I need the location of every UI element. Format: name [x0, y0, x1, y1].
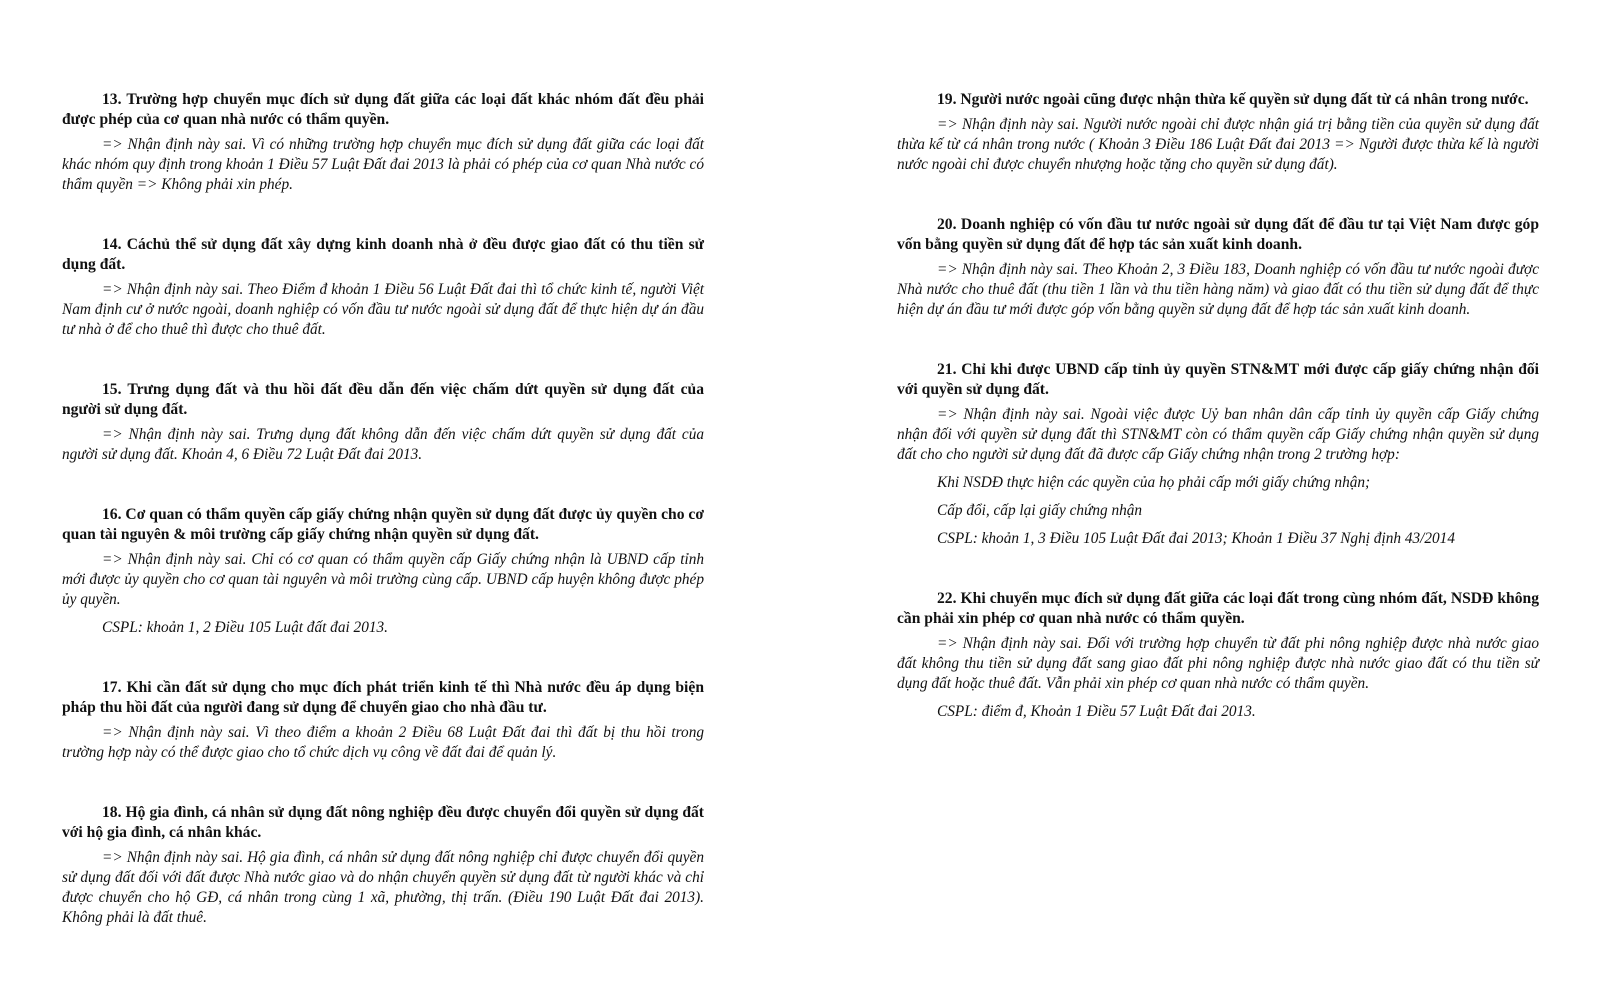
answer-13: => Nhận định này sai. Vì có những trường hợp chuyển mục đích sử dụng đất giữa các loại đất khác nhóm quy định trong khoản 1 Điều 57 Luật Đất đai 2013 là phải có phép của cơ quan Nhà nước có thẩm quyền => Không phải xin phép.: [62, 136, 704, 193]
answer-20: => Nhận định này sai. Theo Khoản 2, 3 Điều 183, Doanh nghiệp có vốn đầu tư nước ngoài được Nhà nước cho thuê đất (thu tiền 1 lần và thu tiền hàng năm) và giao đất có thu tiền sử dụng đất để thực hiện dự án đầu tư mới được góp vốn bằng quyền sử dụng đất để hợp tác sản xuất kinh doanh.: [897, 261, 1539, 318]
question-15: 15. Trưng dụng đất và thu hồi đất đều dẫn đến việc chấm dứt quyền sử dụng đất của người sử dụng đất.: [62, 381, 704, 418]
item-20: [897, 215, 1539, 320]
item-19: [897, 90, 1539, 175]
answer-17: => Nhận định này sai. Vì theo điểm a khoản 2 Điều 68 Luật Đất đai thì đất bị thu hồi trong trường hợp này có thể được giao cho tổ chức dịch vụ công về đất đai để quản lý.: [62, 724, 704, 761]
question-22: 22. Khi chuyển mục đích sử dụng đất giữa các loại đất trong cùng nhóm đất, NSDĐ không cần phải xin phép cơ quan nhà nước có thẩm quyền.: [897, 590, 1539, 627]
right-column: [897, 90, 1539, 722]
item-18: [62, 803, 704, 928]
legal-basis-22: CSPL: điểm đ, Khoản 1 Điều 57 Luật Đất đai 2013.: [937, 703, 1256, 720]
answer-21: => Nhận định này sai. Ngoài việc được Uỷ ban nhân dân cấp tỉnh ủy quyền cấp Giấy chứng nhận đối với quyền sử dụng đất thì STN&MT còn có thẩm quyền cấp Giấy chứng nhận quyền sử dụng đất cho cho người sử dụng đất đã được cấp Giấy chứng nhận trong 2 trường hợp:: [897, 406, 1539, 463]
item-21: [897, 360, 1539, 549]
question-20: 20. Doanh nghiệp có vốn đầu tư nước ngoài sử dụng đất để đầu tư tại Việt Nam được góp vốn bằng quyền sử dụng đất để hợp tác sản xuất kinh doanh.: [897, 216, 1539, 253]
question-16: 16. Cơ quan có thẩm quyền cấp giấy chứng nhận quyền sử dụng đất được ủy quyền cho cơ quan tài nguyên & môi trường cấp giấy chứng nhận quyền sử dụng đất.: [62, 506, 704, 543]
item-16: [62, 505, 704, 638]
question-21: 21. Chỉ khi được UBND cấp tỉnh ủy quyền STN&MT mới được cấp giấy chứng nhận đối với quyền sử dụng đất.: [897, 361, 1539, 398]
case-2-21: Cấp đổi, cấp lại giấy chứng nhận: [937, 502, 1143, 519]
question-14: 14. Cáchủ thể sử dụng đất xây dựng kinh doanh nhà ở đều được giao đất có thu tiền sử dụng đất.: [62, 236, 704, 273]
item-15: [62, 380, 704, 465]
item-14: [62, 235, 704, 340]
left-column: [62, 90, 704, 928]
question-17: 17. Khi cần đất sử dụng cho mục đích phát triển kinh tế thì Nhà nước đều áp dụng biện pháp thu hồi đất của người đang sử dụng để chuyển giao cho nhà đầu tư.: [62, 679, 704, 716]
question-19: 19. Người nước ngoài cũng được nhận thừa kế quyền sử dụng đất từ cá nhân trong nước.: [937, 91, 1529, 108]
legal-basis-16: CSPL: khoản 1, 2 Điều 105 Luật đất đai 2013.: [102, 619, 388, 636]
item-13: [62, 90, 704, 195]
item-22: [897, 589, 1539, 722]
legal-basis-21: CSPL: khoản 1, 3 Điều 105 Luật Đất đai 2013; Khoản 1 Điều 37 Nghị định 43/2014: [937, 530, 1455, 547]
answer-14: => Nhận định này sai. Theo Điểm đ khoản 1 Điều 56 Luật Đất đai thì tổ chức kinh tế, người Việt Nam định cư ở nước ngoài, doanh nghiệp có vốn đầu tư nước ngoài sử dụng đất để thực hiện dự án đầu tư nhà ở để cho thuê thì được cho thuê đất.: [62, 281, 704, 338]
answer-18: => Nhận định này sai. Hộ gia đình, cá nhân sử dụng đất nông nghiệp chỉ được chuyển đổi quyền sử dụng đất đối với đất được Nhà nước giao và do nhận chuyển quyền sử dụng đất từ người khác và chỉ được chuyển cho hộ GĐ, cá nhân trong cùng 1 xã, phường, thị trấn. (Điều 190 Luật Đất đai 2013). Không phải là đất thuê.: [62, 849, 704, 926]
item-17: [62, 678, 704, 763]
answer-19: => Nhận định này sai. Người nước ngoài chỉ được nhận giá trị bằng tiền của quyền sử dụng đất thừa kế từ cá nhân trong nước ( Khoản 3 Điều 186 Luật Đất đai 2013 => Người được thừa kế là người nước ngoài chỉ được chuyển nhượng hoặc tặng cho quyền sử dụng đất).: [897, 116, 1539, 173]
question-18: 18. Hộ gia đình, cá nhân sử dụng đất nông nghiệp đều được chuyển đổi quyền sử dụng đất với hộ gia đình, cá nhân khác.: [62, 804, 704, 841]
answer-15: => Nhận định này sai. Trưng dụng đất không dẫn đến việc chấm dứt quyền sử dụng đất của người sử dụng đất. Khoản 4, 6 Điều 72 Luật Đất đai 2013.: [62, 426, 704, 463]
answer-22: => Nhận định này sai. Đối với trường hợp chuyển từ đất phi nông nghiệp được nhà nước giao đất không thu tiền sử dụng đất sang giao đất phi nông nghiệp được nhà nước giao đất có thu tiền sử dụng đất hoặc thuê đất. Vẫn phải xin phép cơ quan nhà nước có thẩm quyền.: [897, 635, 1539, 692]
question-13: 13. Trường hợp chuyển mục đích sử dụng đất giữa các loại đất khác nhóm đất đều phải được phép của cơ quan nhà nước có thẩm quyền.: [62, 91, 704, 128]
answer-16: => Nhận định này sai. Chỉ có cơ quan có thẩm quyền cấp Giấy chứng nhận là UBND cấp tỉnh mới được ủy quyền cho cơ quan tài nguyên và môi trường cùng cấp. UBND cấp huyện không được phép ủy quyền.: [62, 551, 704, 608]
case-1-21: Khi NSDĐ thực hiện các quyền của họ phải cấp mới giấy chứng nhận;: [937, 474, 1371, 491]
